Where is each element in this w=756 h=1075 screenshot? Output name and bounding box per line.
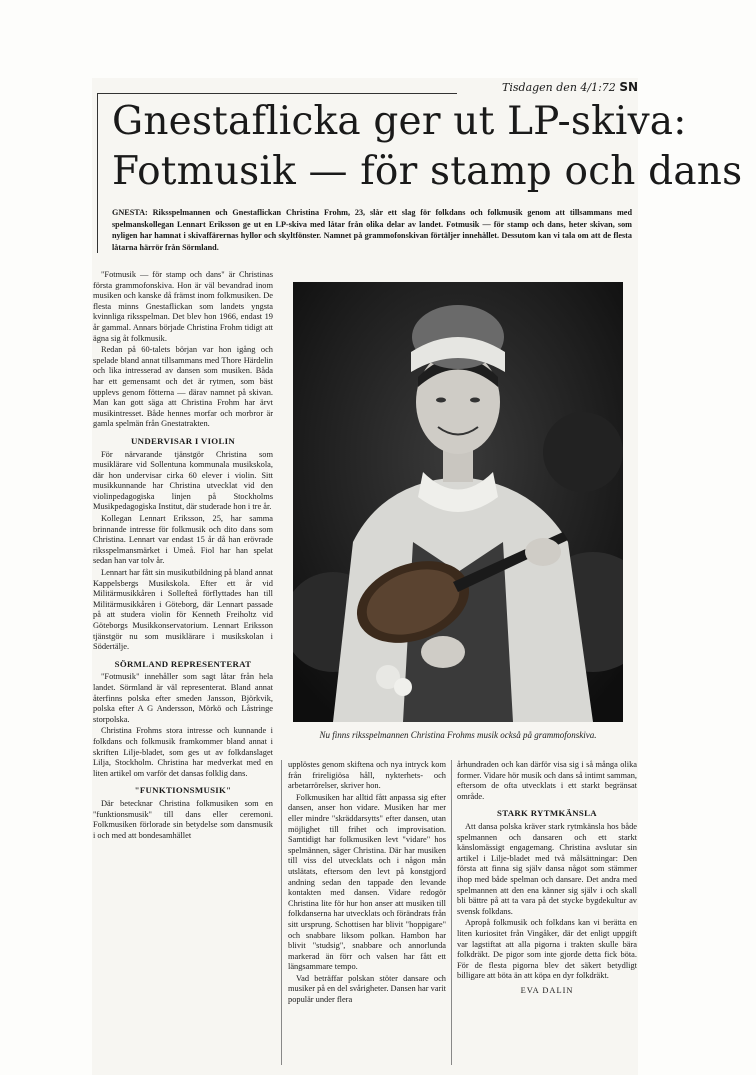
col3-paragraph: århundraden och kan därför visa sig i så många olika former. Vidare hör musik och dans så intimt samman, eftersom de ofta utvecklats i ett starkt begränsat område. (457, 760, 637, 801)
col2-paragraph: upplöstes genom skiftena och nya intryck kom från frireligiösa håll, nykterhets- och arbetarrörelser, skriver hon. (288, 760, 446, 791)
col1-paragraph: Där betecknar Christina folkmusiken som en "funktionsmusik" till dans eller ceremoni. Folkmusiken förlorade sin betydelse som dansmusik i och med att bondesamhället (93, 798, 273, 840)
col3-paragraph: Att dansa polska kräver stark rytmkänsla hos både spelmannen och dansaren och ett starkt känslomässigt engagemang. Christina avslutar sin artikel i Lilje-bladet med två målsättningar: Den första att finna sig själv dansa något som stämmer ihop med både spelman och dansare. Det andra med spelmannen att den ena känner sig själv i och skall bli bättre på att ta vara på det stycke bygdekultur av svensk folkdans. (457, 821, 637, 916)
col3-paragraph: Apropå folkmusik och folkdans kan vi berätta en liten kuriositet från Vingåker, där det enligt uppgift var lagstiftat att alla pigorna i trakten skulle bära folkdräkt. De pigor som inte gjorde detta fick böta. För de flesta pigorna blev det säkert betydligt billigare att böta än att köpa en dyr folkdräkt. (457, 918, 637, 981)
col1-paragraph: "Fotmusik" innehåller som sagt låtar från hela landet. Sörmland är väl representerat. Bland annat återfinns polska efter smeden Jansson, Björkvik, polska efter A G Andersson, Mörkö och Låstringe storpolska. (93, 672, 273, 724)
column-rule (281, 760, 282, 1065)
byline: EVA DALIN (520, 985, 574, 995)
dateline (458, 80, 638, 94)
article-column-2 (288, 760, 446, 1007)
article-column-1 (93, 270, 273, 842)
col1-paragraph: "Fotmusik — för stamp och dans" är Christinas första grammofonskiva. Hon är väl bevandrad inom musiken och kanske då främst inom folkmusiken. De flesta minns Gnestaflickan som landets yngsta kvinnliga riksspelman. Det blev hon 1966, endast 19 år gammal. Annars började Christina Frohm tidigt att ägna sig åt folkmusik. (93, 270, 273, 343)
col2-paragraph: Folkmusiken har alltid fått anpassa sig efter dansen, anser hon vidare. Musiken har mer eller mindre "skräddarsytts" efter dansen, utan möjlighet till frihet och improvisation. Samtidigt har folkmusiken levt "vidare" hos spelmännen, säger Christina. Där har musiken till viss del utvecklats och i någon mån utslätats, eftersom den levt på konstgjord andning sedan den tappade den levande kontakten med dansen. Vidare redogör Christina lite för hur hon anser att musiken till folkdanserna har utvecklats och förändrats från sitt ursprung. Schottisen har blivit "hoppigare" och snabbare liksom polkan. Hambon har blivit "studsig", snabbare och annorlunda markerad än förr och valsen har fått ett längsammare tempo. (288, 792, 446, 972)
paper-logo: SN (619, 80, 638, 94)
left-rule (97, 93, 98, 253)
subheading: UNDERVISAR I VIOLIN (131, 435, 235, 446)
col1-paragraph: Redan på 60-talets början var hon igång och spelade bland annat tillsammans med Thore Härdelin och lika intresserad av dansen som musiken. Båda har ett gemensamt och det är rytmen, som bäst upplevs genom fötterna — därav namnet på skivan. Man kan gott säga att Christina Frohm har ärvt musikintresset. Både hennes morfar och morbror är gamla spelmän från Gnestatrakten. (93, 345, 273, 429)
headline-line-2: Fotmusik — för stamp och dans (112, 149, 743, 194)
top-rule (97, 93, 457, 94)
lede-paragraph: GNESTA: Riksspelmannen och Gnestaflickan Christina Frohm, 23, slår ett slag för folkdans och folkmusik genom att tillsammans med spelmanskollegan Lennart Eriksson ge ut en LP-skiva med låtar från olika delar av landet. Fotmusik — för stamp och dans, heter skivan, som nyligen har hamnat i skivaffärernas hyllor och skyltfönster. Namnet på grammofonskivan förtäljer innehållet. Dessutom kan vi tala om att de flesta låtarna härrör från Sörmland. (112, 208, 632, 252)
subheading: "FUNKTIONSMUSIK" (134, 785, 232, 796)
col2-paragraph: Vad beträffar polskan stöter dansare och musiker på en del svårigheter. Dansen har varit populär under flera (288, 973, 446, 1005)
violinist-photo (293, 282, 623, 722)
photo-caption: Nu finns riksspelmannen Christina Frohms musik också på grammofonskiva. (319, 730, 597, 740)
subheading: STARK RYTMKÄNSLA (497, 808, 597, 819)
headline-line-1: Gnestaflicka ger ut LP-skiva: (112, 99, 687, 144)
col1-paragraph: Christina Frohms stora intresse och kunnande i folkdans och folkmusik framkommer bland annat i skriften Lilje-bladet, som ges ut av folkdanslaget Lilja, Stockholm. Christina har medverkat med en liten artikel om varför det dansas folklig dans. (93, 726, 273, 778)
col1-paragraph: För närvarande tjänstgör Christina som musiklärare vid Sollentuna kommunala musikskola, där hon undervisar cirka 60 elever i violin. Sitt musikkunnande har Christina utvecklat vid den violinpedagogiska linjen på Stockholms Musikpedagogiska Institut, där studerade hon i tre år. (93, 449, 273, 512)
subheading: SÖRMLAND REPRESENTERAT (114, 658, 252, 669)
article-column-3 (457, 760, 637, 997)
date-text: Tisdagen den 4/1:72 (502, 81, 616, 94)
column-rule (451, 760, 452, 1065)
col1-paragraph: Lennart har fått sin musikutbildning på bland annat Kappelsbergs Musikskola. Efter ett år vid Militärmusikkåren i Sollefteå förflyttades han till Militärmusikkåren i Göteborg, där Lennart passade på att studera violin för Kenneth Freiholtz vid Göteborgs Musikkonservatorium. Lennart Eriksson tjänstgör nu som musiklärare i musikskolan i Södertälje. (93, 568, 273, 652)
photo-christina-frohm (293, 282, 623, 722)
col1-paragraph: Kollegan Lennart Eriksson, 25, har samma brinnande intresse för folkmusik och dito dans som Christina. Lennart var endast 15 år då han erövrade riksspelmansmärket i Umeå. Fiol har han spelat sedan han var tolv år. (93, 514, 273, 566)
